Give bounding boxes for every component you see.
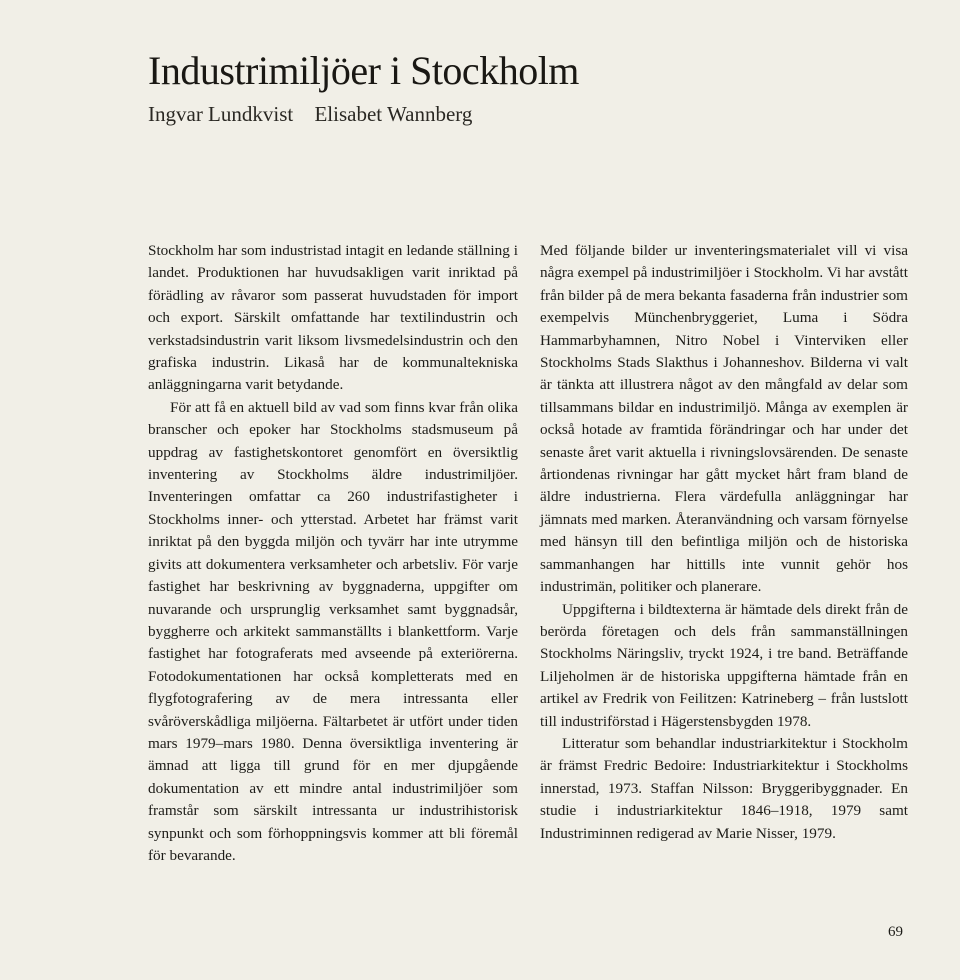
author-line — [148, 102, 472, 127]
page-title: Industrimiljöer i Stockholm — [148, 48, 579, 93]
author-name: Elisabet Wannberg — [314, 102, 473, 126]
body-paragraph: Med följande bilder ur inventeringsmaterialet vill vi visa några exempel på industrimiljöer i Stockholm. Vi har avstått från bilder på de mera bekanta fasaderna från industrier som exempelvis Münchenbryggeriet, Luma i Södra Hammarbyhamnen, Nitro Nobel i Vinterviken eller Stockholms Stads Slakthus i Johanneshov. Bilderna vi valt är tänkta att illustrera något av den mångfald av delar som tillsammans bildar en industrimiljö. Många av exemplen är också hotade av framtida förändringar och har under det senaste året varit aktuella i rivningslovsärenden. De senaste årtiondenas rivningar har gått mycket hårt fram bland de äldre industrierna. Flera värdefulla anläggningar har jämnats med marken. Återanvändning och varsam förnyelse med hänsyn till den befintliga miljön och de historiska sammanhangen har hittills inte vunnit gehör hos industrimän, politiker och planerare. — [540, 242, 908, 596]
body-paragraph: Stockholm har som industristad intagit en ledande ställning i landet. Produktionen har huvudsakligen varit inriktad på förädling av råvaror som passerat huvudstaden för import och export. Särskilt omfattande har textilindustrin och verkstadsindustrin varit liksom livsmedelsindustrin och den grafiska industrin. Likaså har de kommunaltekniska anläggningarna varit betydande. — [148, 242, 518, 394]
author-name: Ingvar Lundkvist — [148, 102, 294, 126]
body-paragraph: Litteratur som behandlar industriarkitektur i Stockholm är främst Fredric Bedoire: Industriarkitektur i Stockholms innerstad, 1973. Staffan Nilsson: Bryggeribyggnader. En studie i industriarkitektur 1846–1918, 1979 samt Industriminnen redigerad av Marie Nisser, 1979. — [540, 734, 908, 842]
page-number: 69 — [888, 924, 903, 940]
text-column-right — [540, 240, 908, 845]
body-paragraph: För att få en aktuell bild av vad som finns kvar från olika branscher och epoker har Stockholms stadsmuseum på uppdrag av fastighetskontoret genomfört en översiktlig inventering av Stockholms äldre industrimiljöer. Inventeringen omfattar ca 260 industrifastigheter i Stockholms inner- och ytterstad. Arbetet har främst varit inriktat på den byggda miljön och tyvärr har inte utrymme givits att dokumentera verksamheter och arbetsliv. För varje fastighet har beskrivning av byggnaderna, uppgifter om nuvarande och ursprunglig verksamhet samt byggnadsår, byggherre och arkitekt sammanställts i blankettform. Varje fastighet har fotograferats med avseende på exteriörerna. Fotodokumentationen har också kompletterats med en flygfotografering av de mera intressanta eller svåröverskådliga miljöerna. Fältarbetet är utfört under tiden mars 1979–mars 1980. Denna översiktliga inventering är ämnad att ligga till grund för en mer djupgående dokumentation av ett mindre antal industrimiljöer som framstår som särskilt intressanta ur industrihistorisk synpunkt och som förhoppningsvis kommer att bli föremål för bevarande. — [148, 398, 518, 864]
text-column-left — [148, 240, 518, 867]
body-paragraph: Uppgifterna i bildtexterna är hämtade dels direkt från de berörda företagen och dels från sammanställningen Stockholms Näringsliv, tryckt 1924, i tre band. Beträffande Liljeholmen är de historiska uppgifterna hämtade från en artikel av Fredrik von Feilitzen: Katrineberg – från lustslott till industriförstad i Hägerstensbygden 1978. — [540, 600, 908, 730]
